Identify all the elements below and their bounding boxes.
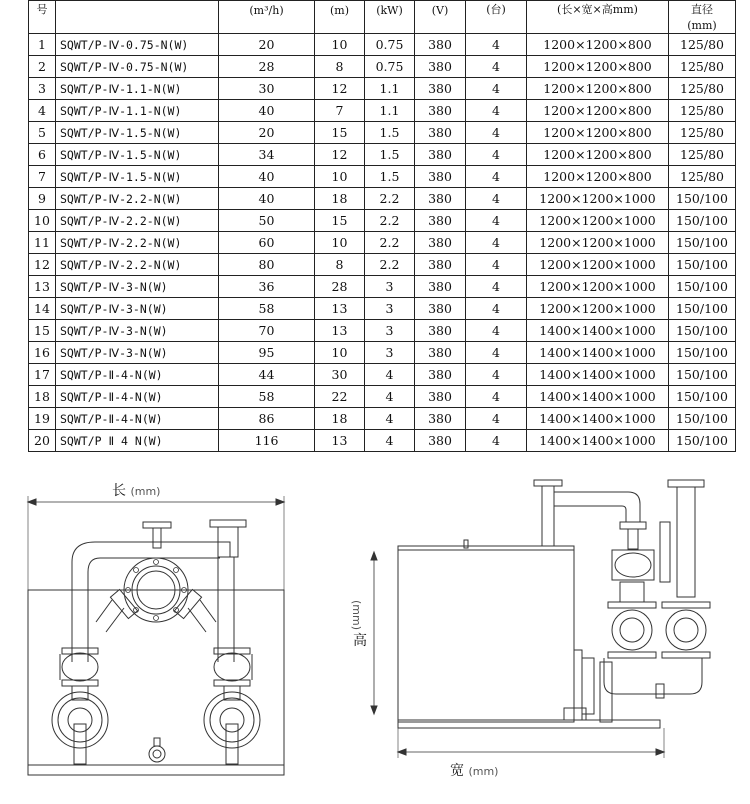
cell-no: 18: [29, 386, 56, 408]
header-size: (长×宽×高mm): [527, 1, 669, 18]
header-flow: (m³/h): [219, 1, 315, 18]
cell-head: 12: [315, 144, 365, 166]
cell-diameter: 150/100: [669, 342, 736, 364]
cell-voltage: 380: [415, 144, 466, 166]
cell-voltage: 380: [415, 122, 466, 144]
cell-model: SQWT/P-Ⅳ-0.75-N(W): [56, 34, 219, 56]
cell-flow: 86: [219, 408, 315, 430]
cell-size: 1200×1200×800: [527, 56, 669, 78]
cell-diameter: 150/100: [669, 408, 736, 430]
table-row: [29, 430, 736, 452]
table-row: [29, 34, 736, 56]
table-row: [29, 342, 736, 364]
cell-qty: 4: [466, 232, 527, 254]
cell-voltage: 380: [415, 188, 466, 210]
cell-qty: 4: [466, 408, 527, 430]
cell-qty: 4: [466, 386, 527, 408]
cell-no: 15: [29, 320, 56, 342]
header-head: (m): [315, 1, 365, 18]
cell-no: 7: [29, 166, 56, 188]
cell-qty: 4: [466, 430, 527, 452]
cell-size: 1200×1200×1000: [527, 254, 669, 276]
cell-no: 5: [29, 122, 56, 144]
cell-flow: 40: [219, 188, 315, 210]
cell-qty: 4: [466, 364, 527, 386]
cell-diameter: 125/80: [669, 166, 736, 188]
cell-flow: 28: [219, 56, 315, 78]
cell-head: 28: [315, 276, 365, 298]
table-row: [29, 364, 736, 386]
cell-voltage: 380: [415, 386, 466, 408]
cell-flow: 40: [219, 100, 315, 122]
cell-no: 11: [29, 232, 56, 254]
cell-diameter: 150/100: [669, 276, 736, 298]
cell-power: 1.5: [365, 144, 415, 166]
cell-qty: 4: [466, 320, 527, 342]
cell-head: 12: [315, 78, 365, 100]
cell-size: 1200×1200×800: [527, 144, 669, 166]
cell-qty: 4: [466, 122, 527, 144]
cell-voltage: 380: [415, 56, 466, 78]
cell-diameter: 150/100: [669, 254, 736, 276]
cell-model: SQWT/P-Ⅳ-0.75-N(W): [56, 56, 219, 78]
cell-head: 10: [315, 34, 365, 56]
cell-size: 1200×1200×1000: [527, 188, 669, 210]
table-row: [29, 254, 736, 276]
cell-no: 10: [29, 210, 56, 232]
cell-power: 3: [365, 342, 415, 364]
cell-size: 1200×1200×800: [527, 166, 669, 188]
cell-model: SQWT/P-Ⅳ-3-N(W): [56, 276, 219, 298]
cell-voltage: 380: [415, 342, 466, 364]
cell-flow: 44: [219, 364, 315, 386]
cell-diameter: 150/100: [669, 188, 736, 210]
cell-diameter: 125/80: [669, 34, 736, 56]
cell-model: SQWT/P Ⅱ 4 N(W): [56, 430, 219, 452]
cell-flow: 34: [219, 144, 315, 166]
cell-power: 1.1: [365, 78, 415, 100]
cell-qty: 4: [466, 78, 527, 100]
table-header-row: [29, 1, 736, 18]
cell-power: 3: [365, 276, 415, 298]
cell-size: 1400×1400×1000: [527, 342, 669, 364]
cell-head: 10: [315, 342, 365, 364]
cell-head: 13: [315, 298, 365, 320]
cell-model: SQWT/P-Ⅳ-3-N(W): [56, 320, 219, 342]
cell-no: 6: [29, 144, 56, 166]
cell-model: SQWT/P-Ⅱ-4-N(W): [56, 386, 219, 408]
table-row: [29, 144, 736, 166]
cell-model: SQWT/P-Ⅳ-3-N(W): [56, 342, 219, 364]
cell-power: 4: [365, 408, 415, 430]
cell-voltage: 380: [415, 254, 466, 276]
table-row: [29, 232, 736, 254]
cell-model: SQWT/P-Ⅳ-1.5-N(W): [56, 144, 219, 166]
cell-power: 2.2: [365, 254, 415, 276]
cell-model: SQWT/P-Ⅱ-4-N(W): [56, 364, 219, 386]
cell-diameter: 150/100: [669, 210, 736, 232]
cell-power: 1.5: [365, 122, 415, 144]
cell-no: 12: [29, 254, 56, 276]
cell-voltage: 380: [415, 320, 466, 342]
cell-no: 9: [29, 188, 56, 210]
cell-model: SQWT/P-Ⅳ-2.2-N(W): [56, 254, 219, 276]
cell-power: 4: [365, 430, 415, 452]
cell-no: 13: [29, 276, 56, 298]
cell-power: 0.75: [365, 56, 415, 78]
equipment-drawings: [0, 462, 750, 804]
table-row: [29, 56, 736, 78]
cell-qty: 4: [466, 188, 527, 210]
cell-flow: 20: [219, 34, 315, 56]
cell-diameter: 150/100: [669, 232, 736, 254]
header-model: [56, 1, 219, 18]
cell-size: 1200×1200×1000: [527, 298, 669, 320]
table-row: [29, 408, 736, 430]
side-width-label: 宽 (mm): [450, 763, 499, 779]
cell-qty: 4: [466, 276, 527, 298]
cell-model: SQWT/P-Ⅱ-4-N(W): [56, 408, 219, 430]
cell-voltage: 380: [415, 78, 466, 100]
cell-size: 1400×1400×1000: [527, 320, 669, 342]
cell-qty: 4: [466, 298, 527, 320]
cell-qty: 4: [466, 342, 527, 364]
cell-power: 3: [365, 320, 415, 342]
cell-power: 0.75: [365, 34, 415, 56]
cell-model: SQWT/P-Ⅳ-2.2-N(W): [56, 232, 219, 254]
cell-qty: 4: [466, 254, 527, 276]
cell-voltage: 380: [415, 232, 466, 254]
cell-size: 1200×1200×800: [527, 78, 669, 100]
cell-head: 13: [315, 430, 365, 452]
cell-size: 1200×1200×800: [527, 100, 669, 122]
cell-head: 18: [315, 188, 365, 210]
cell-voltage: 380: [415, 298, 466, 320]
header-diameter-unit: (mm): [669, 17, 736, 34]
cell-voltage: 380: [415, 34, 466, 56]
cell-diameter: 125/80: [669, 78, 736, 100]
header-diameter: 直径: [669, 1, 736, 18]
cell-power: 2.2: [365, 188, 415, 210]
cell-flow: 116: [219, 430, 315, 452]
cell-diameter: 150/100: [669, 320, 736, 342]
cell-no: 2: [29, 56, 56, 78]
cell-head: 18: [315, 408, 365, 430]
cell-qty: 4: [466, 34, 527, 56]
cell-flow: 58: [219, 298, 315, 320]
cell-model: SQWT/P-Ⅳ-1.5-N(W): [56, 166, 219, 188]
table-row: [29, 166, 736, 188]
table-row: [29, 122, 736, 144]
cell-flow: 95: [219, 342, 315, 364]
cell-size: 1200×1200×800: [527, 122, 669, 144]
cell-no: 19: [29, 408, 56, 430]
table-row: [29, 276, 736, 298]
cell-voltage: 380: [415, 276, 466, 298]
cell-power: 4: [365, 386, 415, 408]
cell-no: 16: [29, 342, 56, 364]
cell-size: 1400×1400×1000: [527, 386, 669, 408]
cell-no: 4: [29, 100, 56, 122]
cell-flow: 20: [219, 122, 315, 144]
cell-power: 1.1: [365, 100, 415, 122]
cell-qty: 4: [466, 166, 527, 188]
cell-model: SQWT/P-Ⅳ-2.2-N(W): [56, 210, 219, 232]
cell-qty: 4: [466, 100, 527, 122]
cell-diameter: 125/80: [669, 100, 736, 122]
cell-voltage: 380: [415, 364, 466, 386]
cell-power: 2.2: [365, 232, 415, 254]
cell-no: 14: [29, 298, 56, 320]
cell-size: 1400×1400×1000: [527, 430, 669, 452]
table-row: [29, 298, 736, 320]
cell-size: 1400×1400×1000: [527, 408, 669, 430]
cell-flow: 80: [219, 254, 315, 276]
cell-head: 13: [315, 320, 365, 342]
cell-model: SQWT/P-Ⅳ-2.2-N(W): [56, 188, 219, 210]
cell-head: 8: [315, 254, 365, 276]
cell-head: 8: [315, 56, 365, 78]
cell-model: SQWT/P-Ⅳ-1.1-N(W): [56, 78, 219, 100]
cell-flow: 60: [219, 232, 315, 254]
cell-power: 4: [365, 364, 415, 386]
cell-diameter: 125/80: [669, 144, 736, 166]
cell-model: SQWT/P-Ⅳ-1.5-N(W): [56, 122, 219, 144]
cell-diameter: 150/100: [669, 386, 736, 408]
cell-voltage: 380: [415, 210, 466, 232]
front-length-label: 长 (mm): [112, 483, 161, 499]
cell-voltage: 380: [415, 166, 466, 188]
cell-qty: 4: [466, 210, 527, 232]
header-voltage: (V): [415, 1, 466, 18]
cell-power: 2.2: [365, 210, 415, 232]
cell-voltage: 380: [415, 100, 466, 122]
cell-power: 1.5: [365, 166, 415, 188]
spec-table: [28, 0, 736, 452]
cell-head: 10: [315, 232, 365, 254]
header-qty: (台): [466, 1, 527, 18]
cell-diameter: 125/80: [669, 56, 736, 78]
cell-size: 1200×1200×800: [527, 34, 669, 56]
cell-no: 17: [29, 364, 56, 386]
cell-voltage: 380: [415, 408, 466, 430]
cell-diameter: 125/80: [669, 122, 736, 144]
table-row: [29, 100, 736, 122]
table-header-row-2: [29, 17, 736, 34]
cell-size: 1400×1400×1000: [527, 364, 669, 386]
cell-flow: 30: [219, 78, 315, 100]
side-height-label: (mm) 高: [350, 600, 367, 650]
cell-size: 1200×1200×1000: [527, 232, 669, 254]
cell-qty: 4: [466, 144, 527, 166]
cell-head: 15: [315, 210, 365, 232]
header-no: 号: [29, 1, 56, 18]
cell-model: SQWT/P-Ⅳ-1.1-N(W): [56, 100, 219, 122]
front-view-drawing: [28, 496, 284, 775]
cell-head: 10: [315, 166, 365, 188]
cell-head: 15: [315, 122, 365, 144]
cell-qty: 4: [466, 56, 527, 78]
cell-model: SQWT/P-Ⅳ-3-N(W): [56, 298, 219, 320]
table-row: [29, 386, 736, 408]
cell-flow: 50: [219, 210, 315, 232]
cell-flow: 58: [219, 386, 315, 408]
cell-flow: 40: [219, 166, 315, 188]
cell-flow: 36: [219, 276, 315, 298]
cell-size: 1200×1200×1000: [527, 210, 669, 232]
cell-head: 22: [315, 386, 365, 408]
cell-diameter: 150/100: [669, 430, 736, 452]
cell-diameter: 150/100: [669, 298, 736, 320]
table-row: [29, 320, 736, 342]
table-row: [29, 210, 736, 232]
header-power: (kW): [365, 1, 415, 18]
cell-head: 7: [315, 100, 365, 122]
table-row: [29, 188, 736, 210]
cell-diameter: 150/100: [669, 364, 736, 386]
cell-voltage: 380: [415, 430, 466, 452]
cell-power: 3: [365, 298, 415, 320]
table-row: [29, 78, 736, 100]
side-view-drawing: [371, 480, 710, 758]
cell-flow: 70: [219, 320, 315, 342]
cell-head: 30: [315, 364, 365, 386]
cell-size: 1200×1200×1000: [527, 276, 669, 298]
cell-no: 1: [29, 34, 56, 56]
cell-no: 20: [29, 430, 56, 452]
cell-no: 3: [29, 78, 56, 100]
